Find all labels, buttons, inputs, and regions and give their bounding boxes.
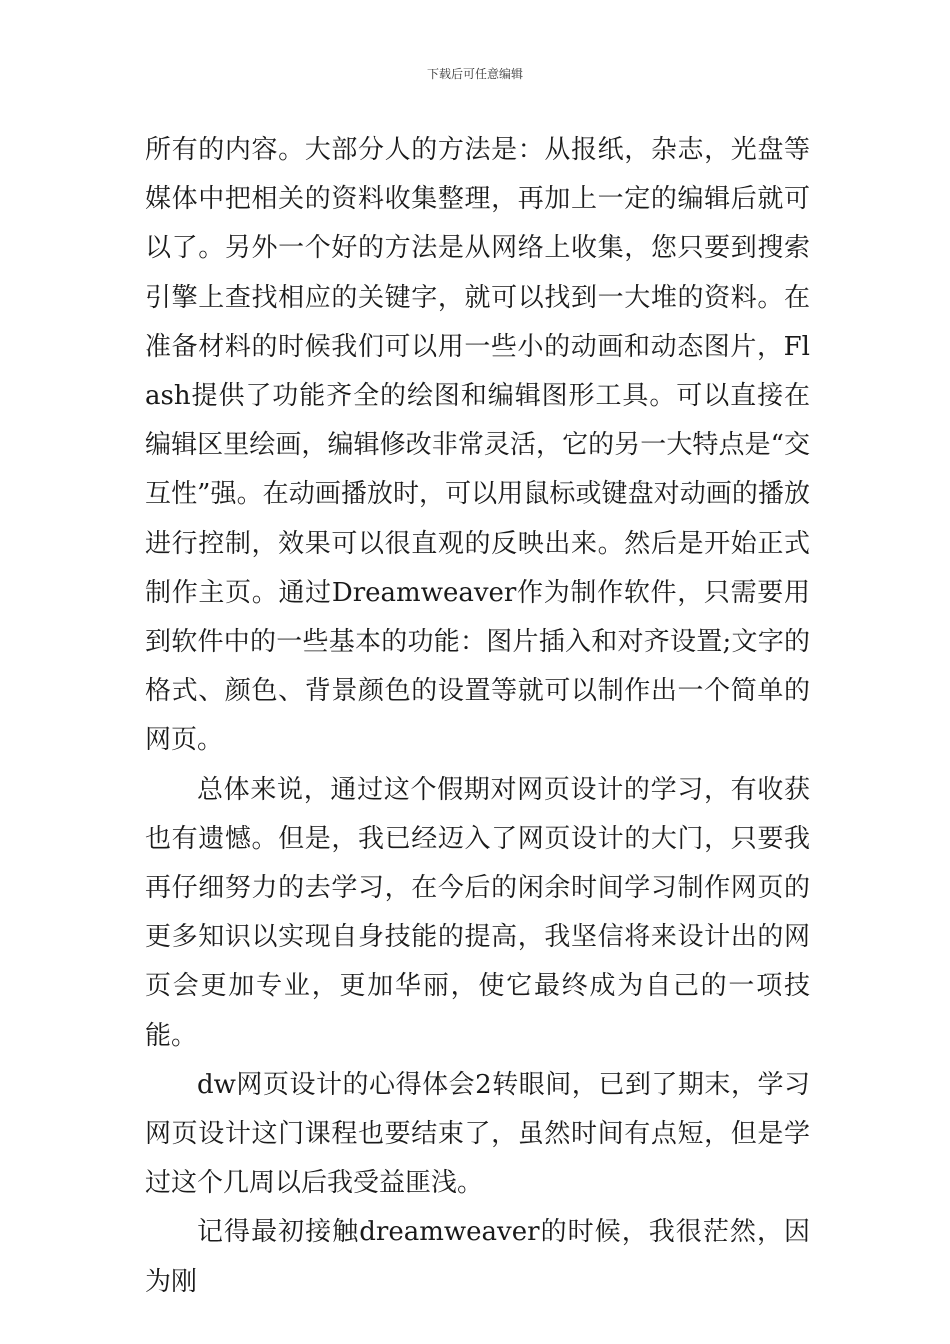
paragraph-3: dw网页设计的心得体会2转眼间，已到了期末，学习网页设计这门课程也要结束了，虽然时间有点短，但是学过这个几周以后我受益匪浅。: [145, 1069, 810, 1199]
document-body: [145, 126, 810, 1307]
page-header: 下载后可任意编辑: [426, 67, 523, 81]
paragraph-2: 总体来说，通过这个假期对网页设计的学习，有收获也有遗憾。但是，我已经迈入了网页设计的大门，只要我再仔细努力的去学习，在今后的闲余时间学习制作网页的更多知识以实现自身技能的提高，我坚信将来设计出的网页会更加专业，更加华丽，使它最终成为自己的一项技能。: [145, 774, 810, 1051]
paragraph-4: 记得最初接触dreamweaver的时候，我很茫然，因为刚: [145, 1217, 810, 1297]
paragraph-1: 所有的内容。大部分人的方法是：从报纸，杂志，光盘等媒体中把相关的资料收集整理，再加上一定的编辑后就可以了。另外一个好的方法是从网络上收集，您只要到搜索引擎上查找相应的关键字，就可以找到一大堆的资料。在准备材料的时候我们可以用一些小的动画和动态图片，Flash提供了功能齐全的绘图和编辑图形工具。可以直接在编辑区里绘画，编辑修改非常灵活，它的另一大特点是“交互性”强。在动画播放时，可以用鼠标或键盘对动画的播放进行控制，效果可以很直观的反映出来。然后是开始正式制作主页。通过Dreamweaver作为制作软件，只需要用到软件中的一些基本的功能：图片插入和对齐设置;文字的格式、颜色、背景颜色的设置等就可以制作出一个简单的网页。: [145, 135, 810, 756]
